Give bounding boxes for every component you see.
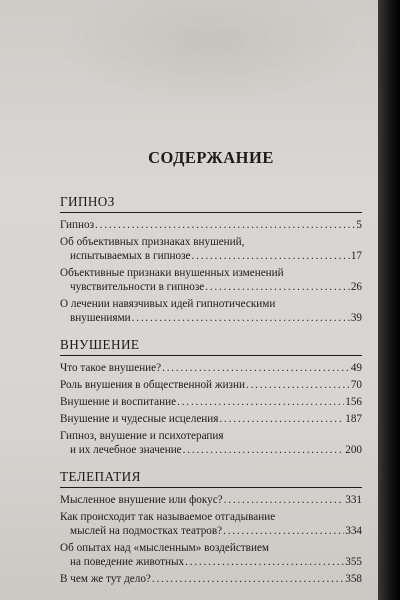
entry-row <box>60 524 362 538</box>
toc-title: СОДЕРЖАНИЕ <box>148 148 274 167</box>
entry-row <box>60 249 362 263</box>
entry-title-line: Мысленное внушение или фокус? <box>60 494 223 506</box>
page-number: 70 <box>350 379 362 391</box>
toc-entry <box>60 429 362 457</box>
dot-leader <box>192 249 350 263</box>
dot-leader <box>223 524 344 538</box>
page-number: 334 <box>345 525 362 537</box>
entry-title-line: Об опытах над «мысленным» воздействием <box>60 542 269 554</box>
toc-section <box>60 337 362 457</box>
toc-sections <box>60 194 362 586</box>
section-header: ВНУШЕНИЕ <box>60 337 362 356</box>
toc-section <box>60 194 362 325</box>
toc-entry <box>60 493 362 507</box>
show-through-shadow <box>60 0 360 110</box>
entry-title-line: О лечении навязчивых идей гипнотическими <box>60 298 276 310</box>
page-number: 355 <box>345 556 362 568</box>
entry-row <box>60 218 362 232</box>
entry-row <box>60 280 362 294</box>
entry-title-line: Гипноз <box>60 219 95 231</box>
toc-entry <box>60 395 362 409</box>
entry-title-line: испытываемых в гипнозе <box>70 250 191 262</box>
toc-entry <box>60 510 362 538</box>
page-number: 200 <box>345 444 362 456</box>
toc-entry <box>60 235 362 263</box>
entry-title-line: Как происходит так называемое отгадывание <box>60 511 276 523</box>
page-number: 331 <box>345 494 362 506</box>
dot-leader <box>219 412 344 426</box>
entry-title-line: чувствительности в гипнозе <box>70 281 205 293</box>
toc-entry <box>60 218 362 232</box>
entry-row <box>60 493 362 507</box>
toc-entry <box>60 412 362 426</box>
entry-row <box>60 378 362 392</box>
toc-entry <box>60 378 362 392</box>
dot-leader <box>224 493 345 507</box>
dot-leader <box>185 555 344 569</box>
entry-row <box>60 311 362 325</box>
dot-leader <box>183 443 345 457</box>
entry-title-line: Гипноз, внушение и психотерапия <box>60 430 224 442</box>
dot-leader <box>205 280 350 294</box>
entry-title-line: на поведение животных <box>70 556 185 568</box>
page-number: 39 <box>350 312 362 324</box>
entry-title-line: В чем же тут дело? <box>60 573 151 585</box>
toc-entry <box>60 572 362 586</box>
book-spine <box>378 0 400 600</box>
entry-title-line: Об объективных признаках внушений, <box>60 236 245 248</box>
entry-title-line: мыслей на подмостках театров? <box>70 525 223 537</box>
dot-leader <box>95 218 355 232</box>
entry-title-line: Что такое внушение? <box>60 362 162 374</box>
table-of-contents <box>60 148 362 598</box>
toc-entry <box>60 266 362 294</box>
entry-title-line: Внушение и воспитание <box>60 396 177 408</box>
page-number: 187 <box>345 413 362 425</box>
entry-row <box>60 412 362 426</box>
page-number: 49 <box>350 362 362 374</box>
page-number: 17 <box>350 250 362 262</box>
dot-leader <box>132 311 350 325</box>
entry-row <box>60 395 362 409</box>
toc-entry <box>60 297 362 325</box>
page-number: 26 <box>350 281 362 293</box>
entry-row <box>60 572 362 586</box>
entry-title-line: Объективные признаки внушенных изменений <box>60 267 284 279</box>
dot-leader <box>162 361 350 375</box>
entry-title-line: Роль внушения в общественной жизни <box>60 379 245 391</box>
toc-entry <box>60 541 362 569</box>
entry-row <box>60 361 362 375</box>
toc-section <box>60 469 362 586</box>
entry-title-line: внушениями <box>70 312 131 324</box>
dot-leader <box>152 572 344 586</box>
page-number: 156 <box>345 396 362 408</box>
page-number: 358 <box>345 573 362 585</box>
entry-title-line: и их лечебное значение <box>70 444 182 456</box>
section-header: ТЕЛЕПАТИЯ <box>60 469 362 488</box>
toc-entry <box>60 361 362 375</box>
entry-row <box>60 555 362 569</box>
entry-row <box>60 443 362 457</box>
dot-leader <box>246 378 350 392</box>
dot-leader <box>177 395 344 409</box>
section-header: ГИПНОЗ <box>60 194 362 213</box>
entry-title-line: Внушение и чудесные исцеления <box>60 413 219 425</box>
page-number: 5 <box>356 219 362 231</box>
